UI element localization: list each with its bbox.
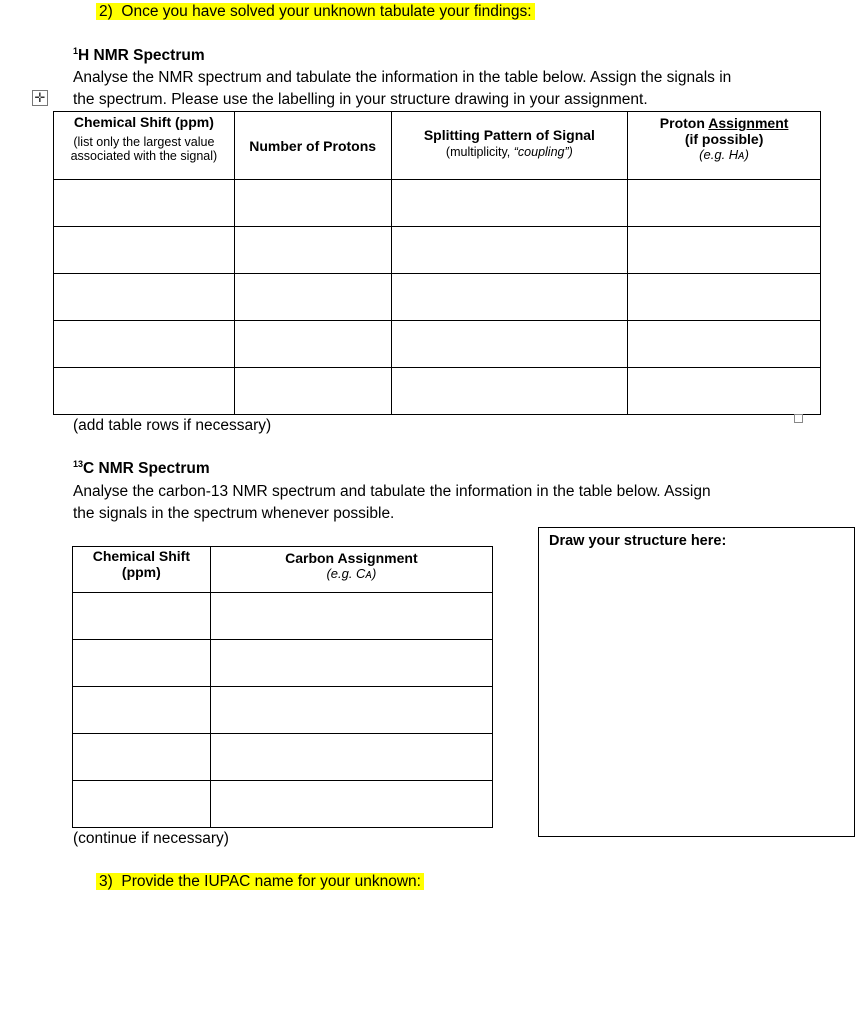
h1-split-note-b: “coupling”) (513, 144, 573, 159)
h1-shift-note-1: (list only the largest value (73, 135, 215, 149)
table-row (73, 734, 493, 781)
c13-assign-title: Carbon Assignment (285, 550, 418, 566)
table-cell[interactable] (73, 781, 211, 828)
table-cell[interactable] (210, 687, 492, 734)
h1-assign-title-2: (if possible) (684, 131, 764, 147)
table-cell[interactable] (54, 321, 235, 368)
table-cell[interactable] (54, 227, 235, 274)
question-2 (96, 3, 535, 21)
table-cell[interactable] (73, 734, 211, 781)
table-cell[interactable] (210, 593, 492, 640)
table-cell[interactable] (54, 368, 235, 415)
table-cell[interactable] (391, 227, 628, 274)
table-row (73, 687, 493, 734)
h1-shift-title: Chemical Shift (ppm) (73, 114, 214, 130)
c13-footer-note: (continue if necessary) (73, 830, 229, 847)
resize-handle-icon[interactable] (794, 414, 803, 423)
table-cell[interactable] (628, 274, 821, 321)
table-row (73, 640, 493, 687)
table-cell[interactable] (391, 368, 628, 415)
q3-text: Provide the IUPAC name for your unknown: (121, 873, 421, 890)
h1-col-chemical-shift (54, 112, 235, 180)
q2-number: 2) (99, 3, 113, 20)
h1-nmr-table (53, 111, 821, 415)
table-cell[interactable] (234, 227, 391, 274)
move-handle-icon[interactable]: ✛ (32, 90, 48, 106)
table-row (54, 274, 821, 321)
h1-table-header-row (54, 112, 821, 180)
table-cell[interactable] (210, 640, 492, 687)
table-row (73, 593, 493, 640)
table-cell[interactable] (234, 321, 391, 368)
h1-assign-title-a: Proton (659, 115, 709, 131)
c13-heading-text: C NMR Spectrum (83, 460, 210, 477)
table-row (54, 321, 821, 368)
c13-instructions (73, 481, 793, 525)
c13-shift-title-2: (ppm) (121, 564, 161, 580)
c13-heading (73, 459, 210, 478)
table-cell[interactable] (73, 687, 211, 734)
h1-col-protons (234, 112, 391, 180)
q3-number: 3) (99, 873, 113, 890)
c13-nmr-table (72, 546, 493, 828)
structure-box-label: Draw your structure here: (549, 533, 727, 549)
h1-col-assignment (628, 112, 821, 180)
h1-instructions-line-1: Analyse the NMR spectrum and tabulate the information in the table below. Assign the signals in (73, 69, 732, 86)
h1-protons-title: Number of Protons (249, 137, 377, 154)
table-row (73, 781, 493, 828)
table-cell[interactable] (391, 321, 628, 368)
h1-shift-note-2: associated with the signal) (70, 149, 218, 163)
table-cell[interactable] (234, 274, 391, 321)
table-cell[interactable] (628, 227, 821, 274)
h1-assign-title-b: Assignment (708, 115, 789, 131)
question-3 (96, 873, 424, 891)
table-cell[interactable] (391, 180, 628, 227)
h1-instructions (73, 67, 793, 111)
c13-assign-example: (e.g. Cᴀ) (326, 566, 377, 581)
h1-footer-note: (add table rows if necessary) (73, 417, 272, 434)
table-row (54, 180, 821, 227)
table-cell[interactable] (234, 368, 391, 415)
table-cell[interactable] (628, 321, 821, 368)
table-cell[interactable] (628, 368, 821, 415)
h1-heading-sup: 1 (73, 46, 79, 56)
h1-instructions-line-2: the spectrum. Please use the labelling in your structure drawing in your assignment. (73, 91, 648, 108)
table-cell[interactable] (234, 180, 391, 227)
h1-col-splitting (391, 112, 628, 180)
table-cell[interactable] (628, 180, 821, 227)
table-cell[interactable] (210, 781, 492, 828)
table-cell[interactable] (391, 274, 628, 321)
structure-drawing-box[interactable] (538, 527, 855, 837)
table-cell[interactable] (54, 274, 235, 321)
q2-text: Once you have solved your unknown tabulate your findings: (121, 3, 532, 20)
h1-heading-text: H NMR Spectrum (78, 47, 205, 64)
c13-col-assignment (210, 547, 492, 593)
c13-instructions-line-2: the signals in the spectrum whenever possible. (73, 505, 395, 522)
c13-heading-sup: 13 (73, 459, 84, 469)
table-row (54, 227, 821, 274)
h1-split-title: Splitting Pattern of Signal (423, 126, 595, 143)
h1-assign-example: (e.g. Hᴀ) (699, 147, 750, 162)
c13-shift-title-1: Chemical Shift (92, 548, 190, 564)
c13-table-header-row (73, 547, 493, 593)
table-row (54, 368, 821, 415)
h1-split-note-a: (multiplicity, (445, 144, 514, 159)
table-cell[interactable] (54, 180, 235, 227)
c13-instructions-line-1: Analyse the carbon-13 NMR spectrum and tabulate the information in the table below. Assign (73, 483, 711, 500)
table-cell[interactable] (73, 640, 211, 687)
table-cell[interactable] (73, 593, 211, 640)
table-cell[interactable] (210, 734, 492, 781)
h1-heading (73, 46, 205, 65)
c13-col-chemical-shift (73, 547, 211, 593)
